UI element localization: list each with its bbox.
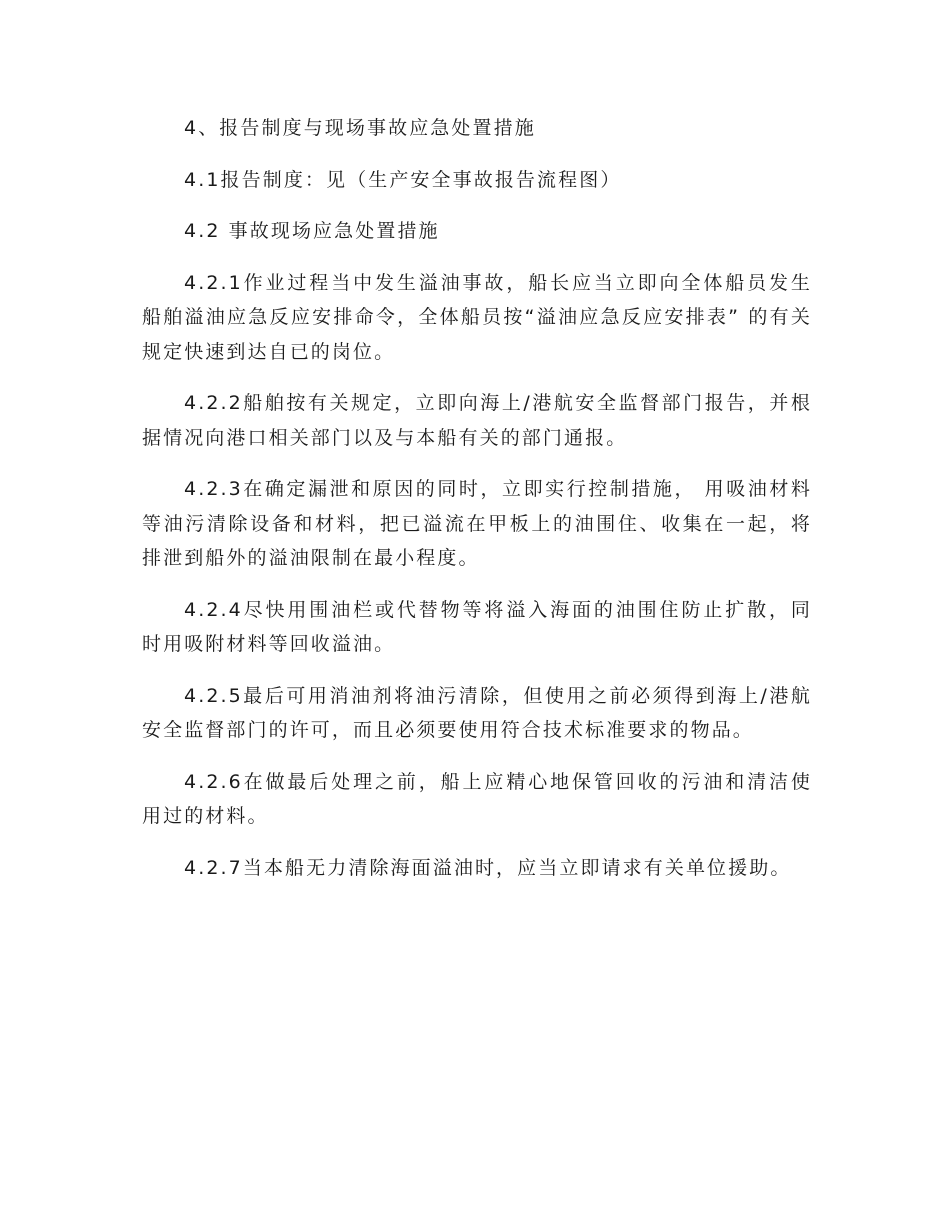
- paragraph-4-2-5: 4.2.5最后可用消油剂将油污清除，但使用之前必须得到海上/港航安全监督部门的许可，而且必须要使用符合技术标准要求的物品。: [142, 684, 812, 741]
- subsection-4-2-heading: 4.2 事故现场应急处置措施: [184, 220, 440, 242]
- subsection-4-1: 4.1报告制度：见（生产安全事故报告流程图）: [184, 168, 622, 191]
- paragraph-4-2-1: 4.2.1作业过程当中发生溢油事故，船长应当立即向全体船员发生船舶溢油应急反应安排命令，全体船员按“溢油应急反应安排表” 的有关规定快速到达自已的岗位。: [142, 271, 812, 363]
- paragraph-4-2-4: 4.2.4尽快用围油栏或代替物等将溢入海面的油围住防止扩散，同时用吸附材料等回收溢油。: [142, 598, 812, 655]
- paragraph-4-2-6: 4.2.6在做最后处理之前，船上应精心地保管回收的污油和清洁使用过的材料。: [142, 770, 812, 827]
- paragraph-4-2-2: 4.2.2船舶按有关规定，立即向海上/港航安全监督部门报告，并根据情况向港口相关部门以及与本船有关的部门通报。: [142, 392, 812, 449]
- paragraph-4-2-3: 4.2.3在确定漏泄和原因的同时，立即实行控制措施， 用吸油材料等油污清除设备和材料，把已溢流在甲板上的油围住、收集在一起，将排泄到船外的溢油限制在最小程度。: [142, 478, 812, 569]
- section-heading: 4、报告制度与现场事故应急处置措施: [184, 117, 536, 139]
- paragraph-4-2-7: 4.2.7当本船无力清除海面溢油时，应当立即请求有关单位援助。: [184, 856, 792, 879]
